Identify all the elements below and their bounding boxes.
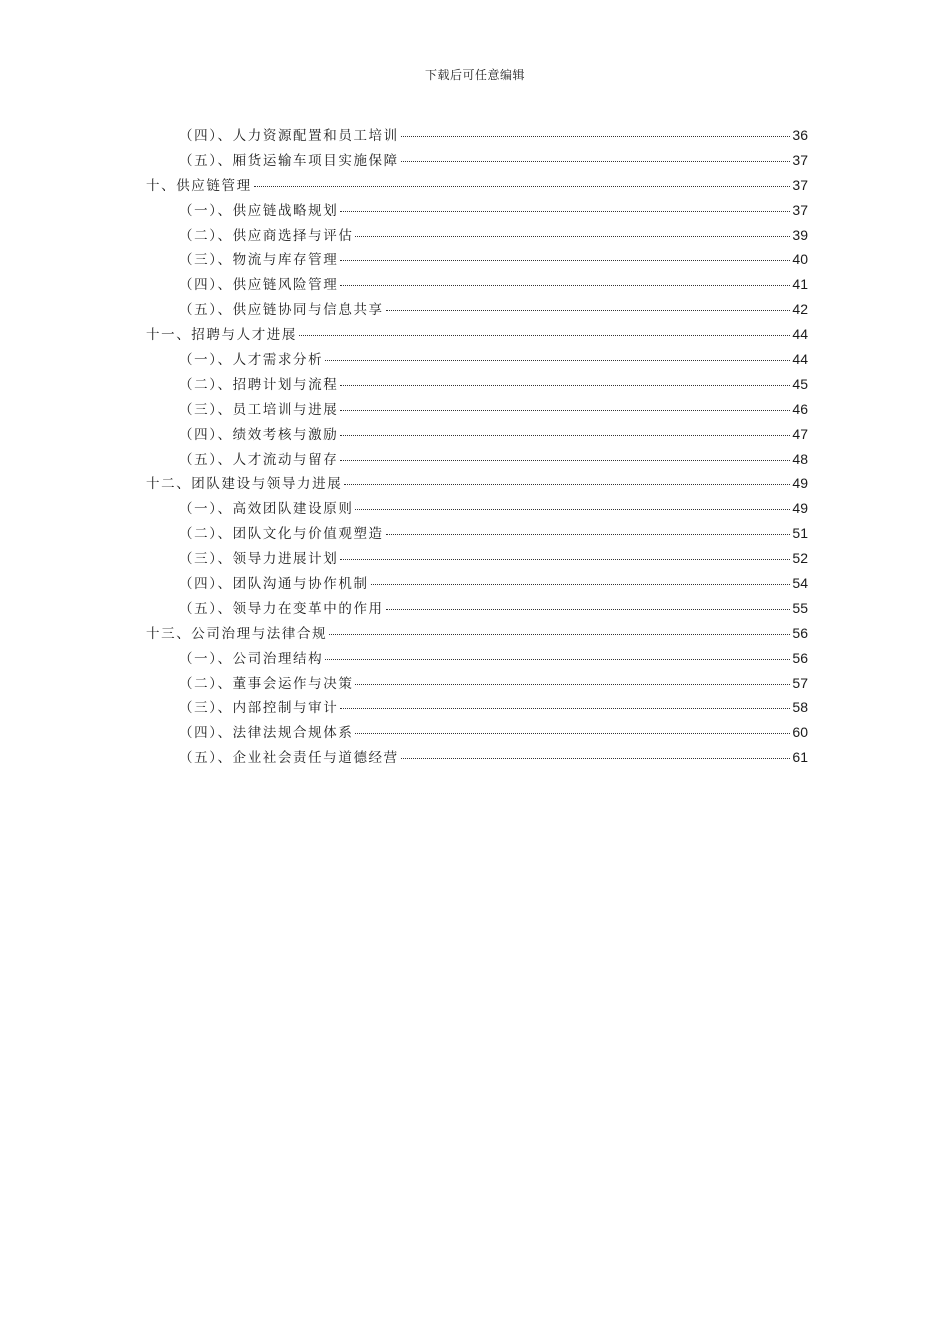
toc-section-entry[interactable] [146,224,808,249]
toc-dot-leader [325,659,790,660]
toc-section-entry[interactable] [146,298,808,323]
toc-section-entry[interactable] [146,273,808,298]
toc-entry-page-number: 49 [792,500,808,517]
toc-entry-title: （一）、高效团队建设原则 [179,501,354,518]
toc-dot-leader [371,584,791,585]
toc-entry-title: （一）、供应链战略规划 [179,202,339,219]
toc-entry-page-number: 54 [792,575,808,592]
toc-section-entry[interactable] [146,721,808,746]
toc-section-entry[interactable] [146,746,808,771]
toc-section-entry[interactable] [146,448,808,473]
toc-entry-page-number: 48 [792,450,808,467]
toc-section-entry[interactable] [146,572,808,597]
toc-dot-leader [329,634,790,635]
toc-entry-title: （二）、招聘计划与流程 [179,376,339,393]
toc-section-entry[interactable] [146,248,808,273]
toc-section-entry[interactable] [146,647,808,672]
toc-entry-title: （四）、人力资源配置和员工培训 [179,128,399,144]
toc-entry-title: （四）、供应链风险管理 [179,277,339,294]
toc-entry-title: （二）、董事会运作与决策 [179,675,354,692]
toc-chapter-entry[interactable] [146,622,808,647]
toc-entry-title: （五）、厢货运输车项目实施保障 [179,152,399,169]
toc-entry-page-number: 56 [792,624,808,641]
toc-entry-page-number: 51 [792,525,808,542]
toc-section-entry[interactable] [146,696,808,721]
toc-dot-leader [386,310,791,311]
toc-section-entry[interactable] [146,522,808,547]
toc-entry-page-number: 47 [792,425,808,442]
toc-entry-page-number: 36 [792,127,808,143]
toc-section-entry[interactable] [146,199,808,224]
toc-entry-page-number: 42 [792,301,808,318]
toc-dot-leader [401,161,791,162]
toc-entry-page-number: 41 [792,276,808,293]
toc-entry-title: （五）、企业社会责任与道德经营 [179,750,399,767]
toc-entry-title: （二）、供应商选择与评估 [179,227,354,244]
toc-section-entry[interactable] [146,597,808,622]
toc-chapter-entry[interactable] [146,174,808,199]
toc-entry-title: （一）、公司治理结构 [179,650,324,667]
toc-dot-leader [401,758,791,759]
toc-section-entry[interactable] [146,423,808,448]
toc-dot-leader [325,360,790,361]
toc-entry-title: 十三、公司治理与法律合规 [146,625,328,642]
toc-dot-leader [340,285,790,286]
toc-dot-leader [344,484,790,485]
toc-entry-title: （三）、内部控制与审计 [179,700,339,717]
toc-dot-leader [386,534,791,535]
toc-entry-page-number: 55 [792,599,808,616]
toc-chapter-entry[interactable] [146,472,808,497]
toc-entry-title: （三）、员工培训与进展 [179,401,339,418]
toc-entry-title: （五）、供应链协同与信息共享 [179,302,384,319]
toc-entry-title: 十二、团队建设与领导力进展 [146,476,343,493]
toc-entry-title: （四）、绩效考核与激励 [179,426,339,443]
toc-entry-page-number: 37 [792,201,808,218]
toc-dot-leader [386,609,791,610]
toc-dot-leader [340,385,790,386]
toc-dot-leader [254,186,791,187]
toc-dot-leader [340,559,790,560]
toc-chapter-entry[interactable] [146,323,808,348]
toc-section-entry[interactable] [146,124,808,149]
table-of-contents [146,124,808,771]
toc-dot-leader [340,410,790,411]
toc-entry-title: （三）、领导力进展计划 [179,551,339,568]
page-header: 下载后可任意编辑 [424,68,525,82]
toc-entry-title: （二）、团队文化与价值观塑造 [179,526,384,543]
toc-entry-page-number: 46 [792,400,808,417]
toc-entry-page-number: 52 [792,550,808,567]
toc-entry-page-number: 60 [792,724,808,741]
toc-dot-leader [340,211,790,212]
toc-dot-leader [340,460,790,461]
toc-dot-leader [401,136,791,137]
toc-section-entry[interactable] [146,149,808,174]
toc-entry-title: （三）、物流与库存管理 [179,252,339,269]
toc-entry-page-number: 45 [792,375,808,392]
toc-entry-page-number: 44 [792,351,808,368]
toc-section-entry[interactable] [146,398,808,423]
toc-entry-page-number: 56 [792,649,808,666]
toc-entry-page-number: 37 [792,176,808,193]
toc-dot-leader [355,236,790,237]
toc-entry-page-number: 39 [792,226,808,243]
toc-dot-leader [340,260,790,261]
toc-entry-title: （五）、领导力在变革中的作用 [179,600,384,617]
toc-dot-leader [340,435,790,436]
toc-entry-title: （四）、法律法规合规体系 [179,725,354,742]
toc-entry-page-number: 40 [792,251,808,268]
toc-entry-title: （五）、人才流动与留存 [179,451,339,468]
toc-dot-leader [355,509,790,510]
toc-section-entry[interactable] [146,497,808,522]
toc-entry-title: （四）、团队沟通与协作机制 [179,576,369,593]
toc-dot-leader [340,708,790,709]
toc-section-entry[interactable] [146,373,808,398]
toc-entry-title: 十一、招聘与人才进展 [146,327,297,344]
toc-section-entry[interactable] [146,547,808,572]
toc-entry-page-number: 44 [792,326,808,343]
toc-entry-title: 十、供应链管理 [146,177,252,194]
toc-entry-title: （一）、人才需求分析 [179,352,324,369]
toc-entry-page-number: 49 [792,475,808,492]
toc-section-entry[interactable] [146,348,808,373]
toc-section-entry[interactable] [146,672,808,697]
toc-entry-page-number: 37 [792,151,808,168]
toc-entry-page-number: 61 [792,749,808,766]
toc-dot-leader [355,733,790,734]
toc-dot-leader [355,684,790,685]
toc-entry-page-number: 58 [792,699,808,716]
toc-dot-leader [299,335,790,336]
toc-entry-page-number: 57 [792,674,808,691]
